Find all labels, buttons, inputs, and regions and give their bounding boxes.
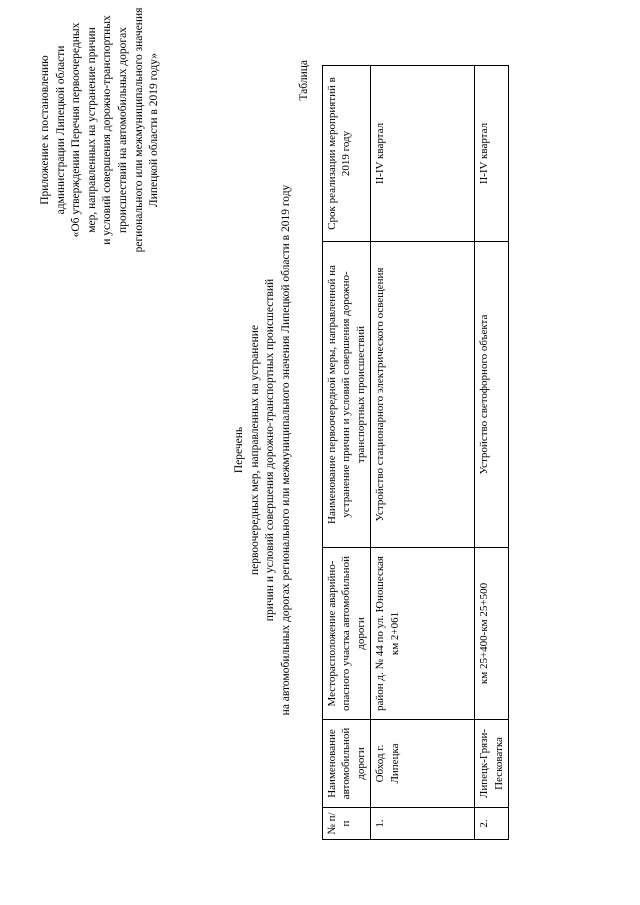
- row-number: 2.: [475, 808, 509, 840]
- table-header-row: [323, 66, 371, 840]
- row-number: 1.: [371, 808, 475, 840]
- row-road-name: Обход г. Липецка: [371, 720, 475, 808]
- header-term: Срок реализации мероприятий в 2019 году: [323, 66, 371, 242]
- title-heading: Перечень: [233, 426, 245, 474]
- row-term: II-IV квартал: [371, 66, 475, 242]
- appendix-line: «Об утверждении Перечня первоочередных: [70, 22, 83, 238]
- table-row: [371, 66, 475, 840]
- rotated-sheet: [20, 7, 620, 880]
- table-label: Таблица: [298, 60, 310, 101]
- title-line: первоочередных мер, направленных на устранение: [248, 325, 261, 575]
- row-road-name: Липецк-Грязи-Песковатка: [475, 720, 509, 808]
- row-location: км 25+400-км 25+500: [475, 548, 509, 720]
- table-row: [475, 66, 509, 840]
- header-number: № п/п: [323, 808, 371, 840]
- header-measure: Наименование первоочередной меры, направленной на устранение причин и условий совершения дорожно-транспортных происшествий: [323, 242, 371, 548]
- appendix-line: Липецкой области в 2019 году»: [148, 52, 161, 208]
- row-measure: Устройство светофорного объекта: [475, 242, 509, 548]
- appendix-line: регионального или межмуниципального значения: [132, 7, 145, 253]
- appendix-line: и условий совершения дорожно-транспортных: [101, 15, 114, 245]
- header-road-name: Наименование автомобильной дороги: [323, 720, 371, 808]
- appendix-line: происшествий на автомобильных дорогах: [116, 27, 129, 233]
- appendix-note: [38, 5, 163, 255]
- row-measure: Устройство стационарного электрического освещения: [371, 242, 475, 548]
- appendix-line: мер, направленных на устранение причин: [85, 27, 98, 233]
- row-location: район д. № 44 по ул. Юношеская км 2+061: [371, 548, 475, 720]
- title-line: на автомобильных дорогах регионального или межмуниципального значения Липецкой области в 2019 году: [279, 184, 292, 716]
- appendix-line: администрации Липецкой области: [54, 45, 67, 215]
- title-line: причин и условий совершения дорожно-транспортных происшествий: [264, 278, 277, 622]
- row-term: II-IV квартал: [475, 66, 509, 242]
- appendix-line: Приложение к постановлению: [39, 55, 51, 205]
- header-location: Месторасположение аварийно-опасного участка автомобильной дороги: [323, 548, 371, 720]
- measures-table: [322, 65, 509, 840]
- document-title: [232, 20, 294, 880]
